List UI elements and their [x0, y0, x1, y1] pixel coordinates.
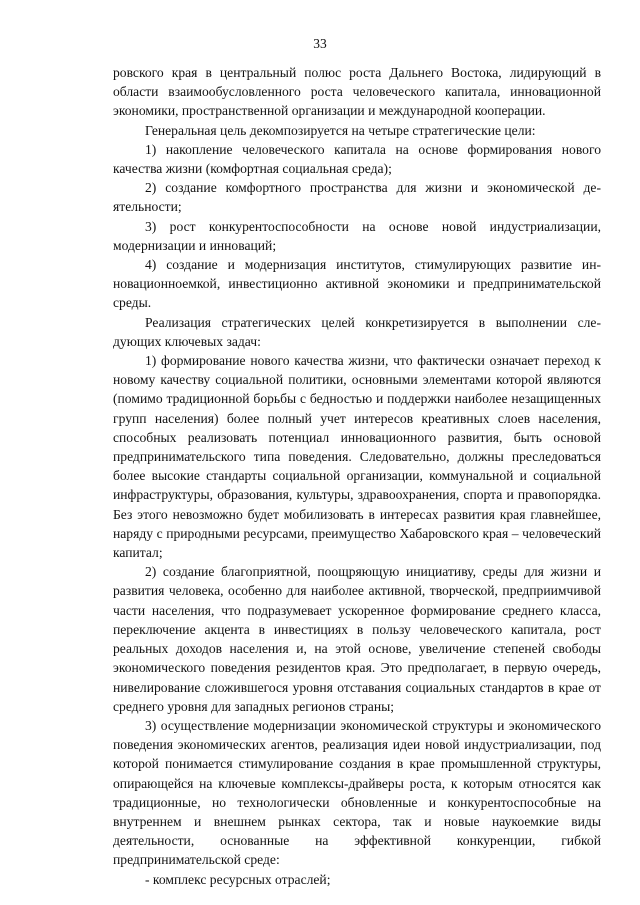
- paragraph-general-goal: Генеральная цель декомпозируется на четыре стратегические цели:: [145, 122, 536, 138]
- list-item-resource-complex: - комплекс ресурсных отраслей;: [145, 871, 331, 887]
- list-item-goal-1: 1) накопление человеческого капитала на основе формирования нового качества жизни (комфортная социальная среда);: [113, 141, 601, 177]
- list-item-task-2: 2) создание благоприятной, поощряющую инициативу, среды для жизни и развития человека, особенно для наиболее активной, творческой, предприимчивой части населения, что подразумевает ускоренное формирование среднего класса, переключение акцента в инвестициях в пользу человеческого капитала, рост реальных доходов населения и, на этой основе, увеличение степеней свободы экономического поведения резидентов края. Это предполагает, в первую очередь, нивелирование сложившегося уровня отставания социальных стандартов в крае от среднего уровня для западных регионов страны;: [113, 564, 601, 714]
- list-item-goal-4: 4) создание и модернизация институтов, стимулирующих развитие инновационноемкой, инвестиционно активной экономики и предпринимательской среды.: [113, 257, 601, 311]
- list-item-task-1: 1) формирование нового качества жизни, что фактически означает переход к новому качеству социальной политики, основными элементами которой являются (помимо традиционной борьбы с бедностью и поддержки наиболее незащищенных групп населения) более полный учет интересов креативных слоев населения, способных реализовать потенциал инновационного развития, быть основой предпринимательского типа поведения. Следовательно, должны преследоваться более высокие стандарты социальной организации, коммунальной и социальной инфраструктуры, образования, культуры, здравоохранения, спорта и правопорядка. Без этого невозможно будет мобилизовать в интересах развития края главнейшее, наряду с природными ресурсами, преимущество Хабаровского края – человеческий капитал;: [113, 353, 601, 561]
- paragraph-key-tasks-intro: Реализация стратегических целей конкретизируется в выполнении следующих ключевых задач:: [113, 314, 601, 349]
- list-item-goal-2: 2) создание комфортного пространства для жизни и экономической деятельности;: [113, 180, 601, 215]
- document-body: [113, 63, 601, 889]
- paragraph-continuation: ровского края в центральный полюс роста Дальнего Востока, лидирующий в области взаимообусловленного роста человеческого капитала, инновационной экономики, пространственной организации и международной кооперации.: [113, 65, 601, 119]
- list-item-goal-3: 3) рост конкурентоспособности на основе новой индустриализации, модернизации и инноваций;: [113, 218, 601, 253]
- page-number: 33: [313, 36, 327, 51]
- list-item-task-3: 3) осуществление модернизации экономической структуры и экономического поведения экономических агентов, реализация идеи новой индустриализации, под которой понимается стимулирование создания в крае промышленной структуры, опирающейся на ключевые комплексы-драйверы роста, к которым относятся как традиционные, но технологически обновленные и конкурентоспособные на внутреннем и внешнем рынках сектора, так и новые наукоемкие виды деятельности, основанные на эффективной конкуренции, гибкой предпринимательской среде:: [113, 717, 601, 868]
